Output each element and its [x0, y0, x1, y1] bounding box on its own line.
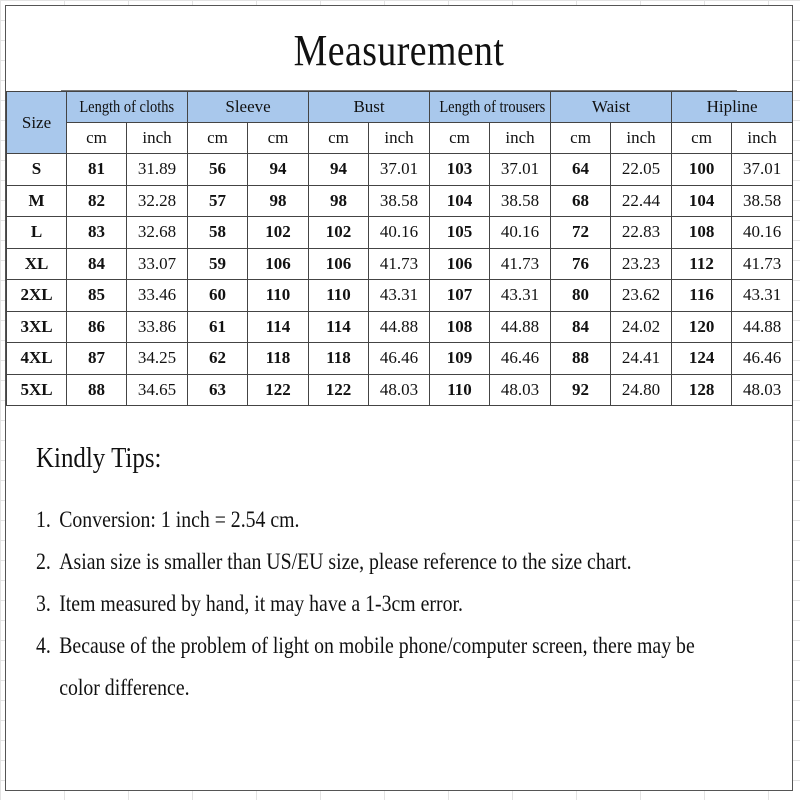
value-cell: 122	[248, 374, 309, 406]
tips-list	[36, 499, 792, 709]
table-row	[7, 154, 793, 186]
value-cell: 32.68	[127, 217, 188, 249]
size-chart-sheet	[5, 5, 793, 791]
value-cell: 87	[67, 343, 127, 375]
value-cell: 22.83	[611, 217, 672, 249]
header-bust: Bust	[309, 92, 430, 123]
value-cell: 44.88	[490, 311, 551, 343]
value-cell: 48.03	[490, 374, 551, 406]
size-cell: S	[7, 154, 67, 186]
value-cell: 104	[430, 185, 490, 217]
value-cell: 88	[67, 374, 127, 406]
tip-text: Asian size is smaller than US/EU size, please reference to the size chart.	[59, 549, 632, 574]
value-cell: 86	[67, 311, 127, 343]
size-cell: XL	[7, 248, 67, 280]
unit-header-cell: inch	[732, 123, 793, 154]
value-cell: 114	[309, 311, 369, 343]
value-cell: 110	[309, 280, 369, 312]
value-cell: 98	[309, 185, 369, 217]
value-cell: 43.31	[490, 280, 551, 312]
value-cell: 34.65	[127, 374, 188, 406]
size-table	[6, 91, 793, 406]
value-cell: 56	[188, 154, 248, 186]
value-cell: 40.16	[490, 217, 551, 249]
value-cell: 106	[248, 248, 309, 280]
value-cell: 92	[551, 374, 611, 406]
value-cell: 102	[309, 217, 369, 249]
tip-number: 3.	[36, 591, 51, 616]
value-cell: 122	[309, 374, 369, 406]
value-cell: 48.03	[732, 374, 793, 406]
value-cell: 46.46	[490, 343, 551, 375]
value-cell: 108	[430, 311, 490, 343]
value-cell: 31.89	[127, 154, 188, 186]
tip-item	[36, 499, 686, 541]
value-cell: 22.05	[611, 154, 672, 186]
table-row	[7, 311, 793, 343]
tip-number: 4.	[36, 633, 51, 658]
value-cell: 80	[551, 280, 611, 312]
header-length-of-cloths: Length of cloths	[67, 92, 188, 123]
value-cell: 32.28	[127, 185, 188, 217]
value-cell: 107	[430, 280, 490, 312]
value-cell: 37.01	[369, 154, 430, 186]
tips-heading: Kindly Tips:	[36, 442, 162, 474]
size-table-body	[7, 154, 793, 406]
unit-header-cell: cm	[309, 123, 369, 154]
value-cell: 106	[309, 248, 369, 280]
value-cell: 94	[309, 154, 369, 186]
size-cell: 5XL	[7, 374, 67, 406]
value-cell: 88	[551, 343, 611, 375]
value-cell: 22.44	[611, 185, 672, 217]
value-cell: 33.46	[127, 280, 188, 312]
unit-header-cell: cm	[67, 123, 127, 154]
unit-header-cell: inch	[369, 123, 430, 154]
value-cell: 23.62	[611, 280, 672, 312]
value-cell: 72	[551, 217, 611, 249]
value-cell: 84	[551, 311, 611, 343]
unit-header-cell: inch	[611, 123, 672, 154]
value-cell: 63	[188, 374, 248, 406]
value-cell: 37.01	[490, 154, 551, 186]
size-cell: M	[7, 185, 67, 217]
value-cell: 104	[672, 185, 732, 217]
value-cell: 82	[67, 185, 127, 217]
tip-text: Because of the problem of light on mobile phone/computer screen, there may be	[59, 633, 695, 658]
value-cell: 105	[430, 217, 490, 249]
table-row	[7, 217, 793, 249]
size-cell: L	[7, 217, 67, 249]
value-cell: 100	[672, 154, 732, 186]
header-sleeve: Sleeve	[188, 92, 309, 123]
value-cell: 60	[188, 280, 248, 312]
value-cell: 41.73	[732, 248, 793, 280]
value-cell: 24.41	[611, 343, 672, 375]
size-cell: 4XL	[7, 343, 67, 375]
tip-text: Item measured by hand, it may have a 1-3cm error.	[59, 591, 463, 616]
value-cell: 43.31	[369, 280, 430, 312]
value-cell: 85	[67, 280, 127, 312]
value-cell: 46.46	[732, 343, 793, 375]
value-cell: 34.25	[127, 343, 188, 375]
value-cell: 48.03	[369, 374, 430, 406]
value-cell: 24.02	[611, 311, 672, 343]
value-cell: 40.16	[369, 217, 430, 249]
unit-header-cell: cm	[248, 123, 309, 154]
value-cell: 94	[248, 154, 309, 186]
value-cell: 84	[67, 248, 127, 280]
value-cell: 76	[551, 248, 611, 280]
value-cell: 46.46	[369, 343, 430, 375]
size-cell: 2XL	[7, 280, 67, 312]
unit-header-cell: cm	[188, 123, 248, 154]
unit-header-cell: inch	[127, 123, 188, 154]
tip-item	[36, 583, 686, 625]
unit-header-cell: inch	[490, 123, 551, 154]
table-row	[7, 280, 793, 312]
value-cell: 38.58	[369, 185, 430, 217]
unit-header-cell: cm	[551, 123, 611, 154]
value-cell: 44.88	[732, 311, 793, 343]
tip-item	[36, 625, 695, 709]
value-cell: 38.58	[732, 185, 793, 217]
value-cell: 110	[248, 280, 309, 312]
value-cell: 112	[672, 248, 732, 280]
tip-number: 2.	[36, 549, 51, 574]
value-cell: 110	[430, 374, 490, 406]
value-cell: 23.23	[611, 248, 672, 280]
value-cell: 61	[188, 311, 248, 343]
value-cell: 83	[67, 217, 127, 249]
value-cell: 108	[672, 217, 732, 249]
value-cell: 41.73	[369, 248, 430, 280]
value-cell: 58	[188, 217, 248, 249]
value-cell: 103	[430, 154, 490, 186]
header-length-of-trousers: Length of trousers	[430, 92, 551, 123]
value-cell: 124	[672, 343, 732, 375]
value-cell: 106	[430, 248, 490, 280]
size-cell: 3XL	[7, 311, 67, 343]
value-cell: 109	[430, 343, 490, 375]
value-cell: 118	[309, 343, 369, 375]
tip-text: Conversion: 1 inch = 2.54 cm.	[59, 507, 300, 532]
unit-header-row	[7, 123, 793, 154]
table-row	[7, 343, 793, 375]
value-cell: 81	[67, 154, 127, 186]
value-cell: 114	[248, 311, 309, 343]
tip-text-continuation: color difference.	[59, 675, 190, 700]
value-cell: 44.88	[369, 311, 430, 343]
value-cell: 116	[672, 280, 732, 312]
value-cell: 41.73	[490, 248, 551, 280]
value-cell: 120	[672, 311, 732, 343]
header-waist: Waist	[551, 92, 672, 123]
page-title: Measurement	[61, 6, 737, 91]
value-cell: 64	[551, 154, 611, 186]
value-cell: 38.58	[490, 185, 551, 217]
header-size: Size	[7, 92, 67, 154]
header-hipline: Hipline	[672, 92, 793, 123]
value-cell: 33.86	[127, 311, 188, 343]
value-cell: 40.16	[732, 217, 793, 249]
table-row	[7, 374, 793, 406]
tip-item	[36, 541, 686, 583]
value-cell: 128	[672, 374, 732, 406]
value-cell: 43.31	[732, 280, 793, 312]
table-row	[7, 185, 793, 217]
value-cell: 62	[188, 343, 248, 375]
value-cell: 59	[188, 248, 248, 280]
table-row	[7, 248, 793, 280]
value-cell: 57	[188, 185, 248, 217]
value-cell: 37.01	[732, 154, 793, 186]
value-cell: 33.07	[127, 248, 188, 280]
value-cell: 68	[551, 185, 611, 217]
tip-number: 1.	[36, 507, 51, 532]
value-cell: 24.80	[611, 374, 672, 406]
unit-header-cell: cm	[430, 123, 490, 154]
group-header-row	[7, 92, 793, 123]
unit-header-cell: cm	[672, 123, 732, 154]
value-cell: 98	[248, 185, 309, 217]
value-cell: 118	[248, 343, 309, 375]
value-cell: 102	[248, 217, 309, 249]
tips-section	[6, 406, 792, 709]
